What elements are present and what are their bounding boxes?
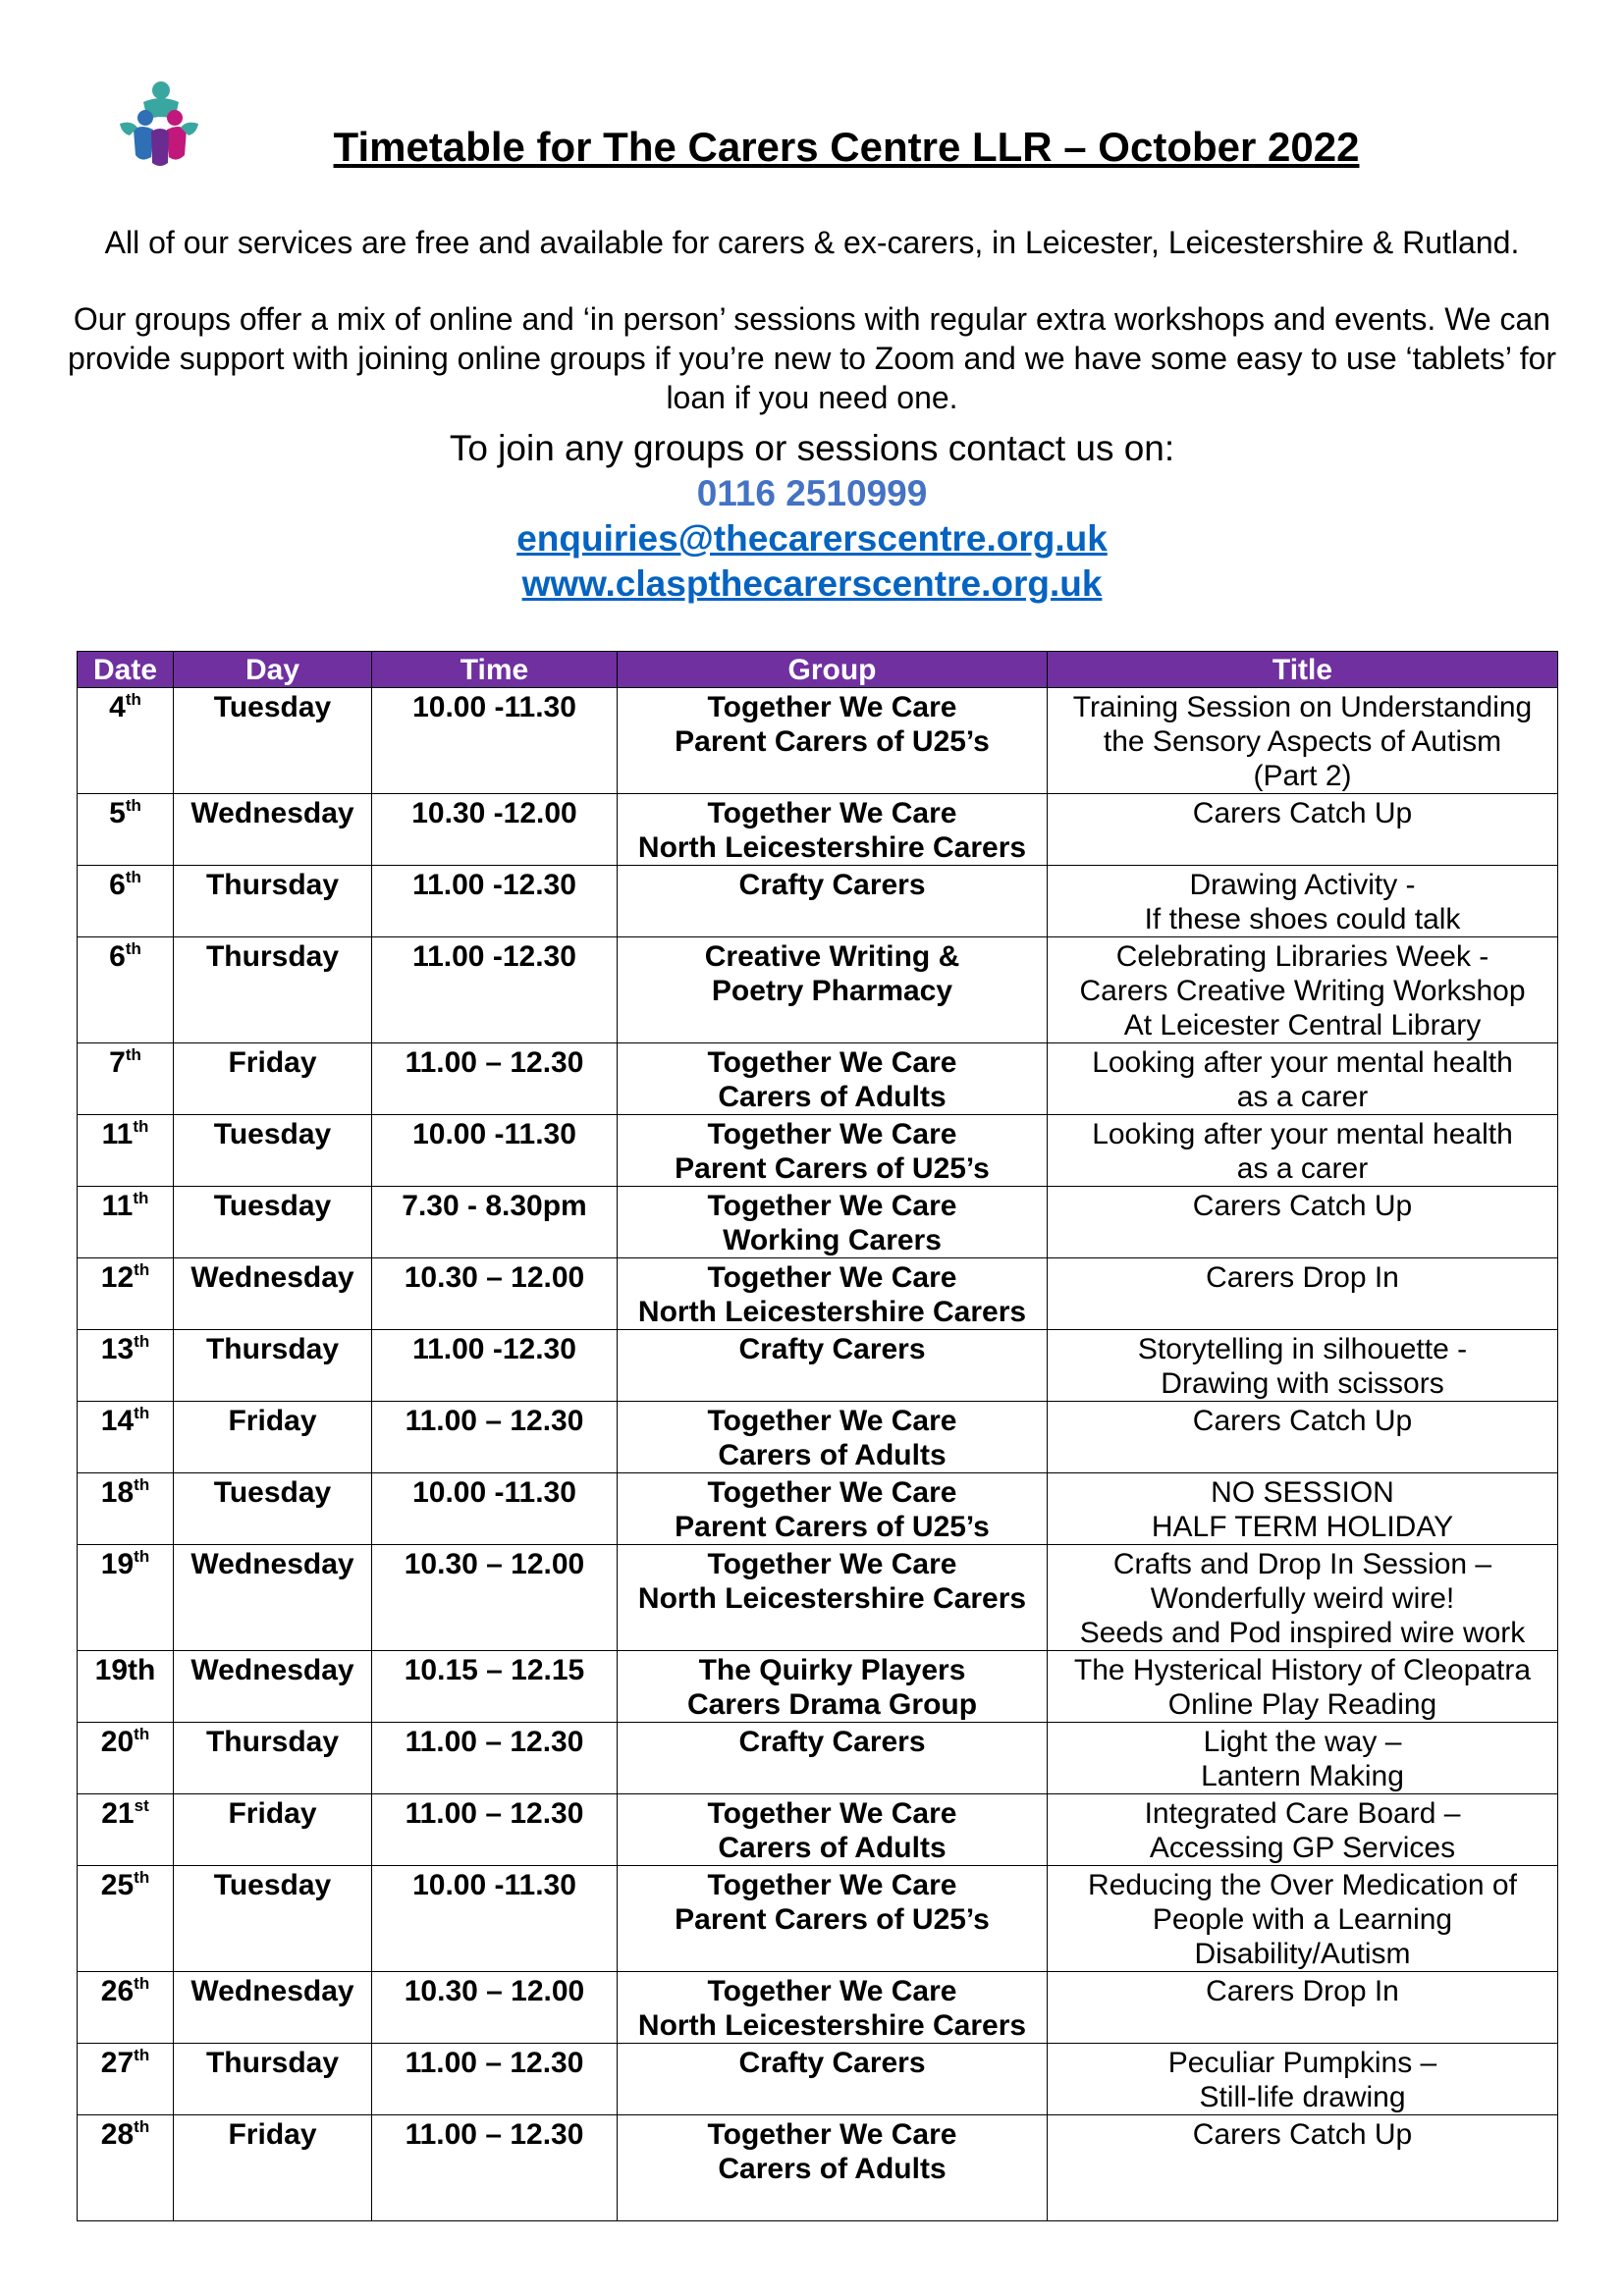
date-number: 19 <box>100 1548 135 1580</box>
date-number: 13 <box>100 1333 135 1365</box>
group-line: Poetry Pharmacy <box>711 975 953 1007</box>
table-row <box>78 1972 1558 2044</box>
cell-time: 10.30 -12.00 <box>372 794 618 866</box>
title-line: Integrated Care Board – <box>1144 1797 1461 1830</box>
date-number: 19th <box>94 1654 156 1686</box>
cell-group <box>618 2044 1048 2115</box>
cell-day: Thursday <box>174 937 372 1043</box>
header-time: Time <box>372 652 618 688</box>
table-row <box>78 866 1558 937</box>
cell-title <box>1048 688 1558 794</box>
table-row <box>78 1258 1558 1330</box>
date-number: 25 <box>100 1869 135 1901</box>
header-group: Group <box>618 652 1048 688</box>
cell-day: Tuesday <box>174 688 372 794</box>
table-row <box>78 2115 1558 2221</box>
date-suffix: th <box>134 1260 150 1279</box>
title-line: Drawing Activity - <box>1189 869 1416 901</box>
cell-time: 10.00 -11.30 <box>372 688 618 794</box>
cell-time: 11.00 – 12.30 <box>372 1043 618 1115</box>
title-line: Light the way – <box>1203 1726 1402 1758</box>
title-line: Reducing the Over Medication of <box>1088 1869 1517 1901</box>
header-day: Day <box>174 652 372 688</box>
title-line: Carers Catch Up <box>1192 1190 1413 1222</box>
group-line: Carers Drama Group <box>686 1688 978 1721</box>
cell-title <box>1048 1258 1558 1330</box>
table-row <box>78 937 1558 1043</box>
contact-email-link[interactable]: enquiries@thecarerscentre.org.uk <box>516 518 1108 559</box>
title-line: Carers Drop In <box>1206 1261 1399 1294</box>
cell-group <box>618 1330 1048 1402</box>
table-row <box>78 794 1558 866</box>
cell-date <box>78 1651 174 1723</box>
cell-group <box>618 1258 1048 1330</box>
cell-time: 10.30 – 12.00 <box>372 1972 618 2044</box>
cell-time: 10.00 -11.30 <box>372 1866 618 1972</box>
table-row <box>78 1043 1558 1115</box>
cell-time: 10.00 -11.30 <box>372 1115 618 1187</box>
cell-time: 11.00 -12.30 <box>372 866 618 937</box>
group-line: Parent Carers of U25’s <box>675 1511 990 1543</box>
group-line: Together We Care <box>707 1261 957 1294</box>
date-suffix: th <box>125 690 141 709</box>
cell-date <box>78 1330 174 1402</box>
date-suffix: th <box>125 1045 141 1064</box>
group-line: Together We Care <box>707 1118 957 1150</box>
cell-time: 11.00 – 12.30 <box>372 2044 618 2115</box>
date-number: 6 <box>109 869 126 901</box>
title-line: (Part 2) <box>1253 760 1352 792</box>
group-line: Together We Care <box>707 1190 957 1222</box>
cell-day: Thursday <box>174 866 372 937</box>
table-row <box>78 1794 1558 1866</box>
cell-time: 11.00 – 12.30 <box>372 1402 618 1473</box>
cell-group <box>618 1115 1048 1187</box>
table-row <box>78 1651 1558 1723</box>
header-date: Date <box>78 652 174 688</box>
cell-day: Tuesday <box>174 1187 372 1258</box>
cell-time: 10.00 -11.30 <box>372 1473 618 1545</box>
cell-group <box>618 1402 1048 1473</box>
title-line: Wonderfully weird wire! <box>1150 1582 1455 1615</box>
cell-group <box>618 1043 1048 1115</box>
cell-day: Friday <box>174 1794 372 1866</box>
contact-lead: To join any groups or sessions contact us on: <box>449 428 1175 468</box>
cell-group <box>618 1187 1048 1258</box>
cell-group <box>618 866 1048 937</box>
title-line: Disability/Autism <box>1194 1938 1411 1970</box>
title-line: At Leicester Central Library <box>1123 1009 1482 1041</box>
date-suffix: th <box>134 1332 150 1351</box>
title-line: Storytelling in silhouette - <box>1137 1333 1468 1365</box>
title-line: Peculiar Pumpkins – <box>1167 2047 1437 2079</box>
cell-group <box>618 1794 1048 1866</box>
cell-date <box>78 1794 174 1866</box>
cell-date <box>78 1473 174 1545</box>
date-number: 5 <box>109 797 126 829</box>
cell-day: Thursday <box>174 2044 372 2115</box>
cell-date <box>78 1187 174 1258</box>
cell-time: 11.00 -12.30 <box>372 937 618 1043</box>
cell-title <box>1048 1330 1558 1402</box>
date-suffix: th <box>134 1547 150 1566</box>
cell-day: Tuesday <box>174 1115 372 1187</box>
table-row <box>78 688 1558 794</box>
group-line: Crafty Carers <box>738 1333 926 1365</box>
group-line: Carers of Adults <box>718 1832 947 1864</box>
table-row <box>78 1545 1558 1651</box>
date-suffix: th <box>133 1117 149 1136</box>
contact-website-link[interactable]: www.claspthecarerscentre.org.uk <box>521 563 1103 604</box>
cell-title <box>1048 1972 1558 2044</box>
cell-title <box>1048 1651 1558 1723</box>
title-line: Training Session on Understanding <box>1072 691 1533 723</box>
group-line: North Leicestershire Carers <box>637 2009 1027 2042</box>
group-line: North Leicestershire Carers <box>637 1582 1027 1615</box>
date-number: 21 <box>101 1797 135 1830</box>
cell-day: Thursday <box>174 1723 372 1794</box>
title-line: Lantern Making <box>1201 1760 1404 1792</box>
group-line: The Quirky Players <box>698 1654 966 1686</box>
date-suffix: th <box>134 1974 150 1993</box>
date-suffix: th <box>125 868 141 886</box>
table-row <box>78 1330 1558 1402</box>
group-line: Parent Carers of U25’s <box>675 725 990 758</box>
cell-date <box>78 1545 174 1651</box>
group-line: Carers of Adults <box>718 1439 947 1471</box>
title-line: People with a Learning <box>1152 1903 1453 1936</box>
cell-title <box>1048 1402 1558 1473</box>
timetable-header <box>78 652 1558 688</box>
group-line: Together We Care <box>707 1869 957 1901</box>
date-number: 4 <box>109 691 126 723</box>
cell-title <box>1048 2115 1558 2221</box>
title-line: Carers Drop In <box>1206 1975 1399 2007</box>
cell-date <box>78 937 174 1043</box>
title-line: Carers Catch Up <box>1192 2118 1413 2151</box>
cell-title <box>1048 1866 1558 1972</box>
cell-group <box>618 794 1048 866</box>
table-row <box>78 1402 1558 1473</box>
cell-day: Friday <box>174 1402 372 1473</box>
date-suffix: th <box>134 1475 150 1494</box>
date-number: 26 <box>100 1975 135 2007</box>
cell-date <box>78 794 174 866</box>
date-number: 27 <box>100 2047 135 2079</box>
group-line: Crafty Carers <box>738 869 926 901</box>
date-suffix: th <box>125 796 141 815</box>
group-line: Parent Carers of U25’s <box>675 1152 990 1185</box>
group-line: Parent Carers of U25’s <box>675 1903 990 1936</box>
cell-title <box>1048 1115 1558 1187</box>
contact-block <box>0 426 1624 607</box>
cell-title <box>1048 794 1558 866</box>
cell-time: 10.30 – 12.00 <box>372 1545 618 1651</box>
cell-time: 11.00 -12.30 <box>372 1330 618 1402</box>
cell-group <box>618 1866 1048 1972</box>
date-suffix: th <box>134 1725 150 1743</box>
date-number: 20 <box>100 1726 135 1758</box>
title-line: The Hysterical History of Cleopatra <box>1073 1654 1532 1686</box>
group-line: Carers of Adults <box>718 1081 947 1113</box>
title-line: NO SESSION <box>1211 1476 1394 1509</box>
group-line: Together We Care <box>707 1975 957 2007</box>
cell-date <box>78 1115 174 1187</box>
cell-day: Tuesday <box>174 1866 372 1972</box>
cell-title <box>1048 1723 1558 1794</box>
contact-phone: 0116 2510999 <box>696 473 928 513</box>
date-number: 11 <box>101 1118 134 1150</box>
cell-group <box>618 1972 1048 2044</box>
cell-date <box>78 2044 174 2115</box>
title-line: Drawing with scissors <box>1161 1367 1444 1400</box>
cell-title <box>1048 1187 1558 1258</box>
cell-date <box>78 1866 174 1972</box>
cell-time: 10.15 – 12.15 <box>372 1651 618 1723</box>
title-line: Seeds and Pod inspired wire work <box>1079 1617 1526 1649</box>
page-title: Timetable for The Carers Centre LLR – October 2022 <box>333 124 1360 170</box>
cell-title <box>1048 1473 1558 1545</box>
title-line: Looking after your mental health <box>1092 1046 1513 1079</box>
table-row <box>78 2044 1558 2115</box>
group-line: Crafty Carers <box>738 2047 926 2079</box>
group-line: Together We Care <box>707 1476 957 1509</box>
timetable <box>77 651 1558 2221</box>
cell-time: 11.00 – 12.30 <box>372 2115 618 2221</box>
group-line: Crafty Carers <box>738 1726 926 1758</box>
cell-group <box>618 1545 1048 1651</box>
date-number: 7 <box>109 1046 126 1079</box>
cell-date <box>78 1258 174 1330</box>
title-line: Carers Catch Up <box>1192 1405 1413 1437</box>
title-line: HALF TERM HOLIDAY <box>1151 1511 1454 1543</box>
cell-group <box>618 937 1048 1043</box>
cell-group <box>618 1473 1048 1545</box>
date-number: 6 <box>109 940 126 973</box>
title-line: Carers Creative Writing Workshop <box>1079 975 1526 1007</box>
date-suffix: st <box>134 1796 149 1815</box>
date-number: 14 <box>100 1405 135 1437</box>
cell-title <box>1048 937 1558 1043</box>
title-line: Celebrating Libraries Week - <box>1115 940 1489 973</box>
group-line: Together We Care <box>707 691 957 723</box>
cell-time: 11.00 – 12.30 <box>372 1794 618 1866</box>
cell-group <box>618 688 1048 794</box>
cell-day: Friday <box>174 2115 372 2221</box>
title-line: as a carer <box>1236 1081 1369 1113</box>
cell-date <box>78 2115 174 2221</box>
table-row <box>78 1723 1558 1794</box>
group-line: Together We Care <box>707 1548 957 1580</box>
group-line: Creative Writing & <box>704 940 960 973</box>
date-suffix: th <box>134 1868 150 1887</box>
cell-title <box>1048 1545 1558 1651</box>
cell-date <box>78 1402 174 1473</box>
date-number: 11 <box>101 1190 134 1222</box>
table-row <box>78 1115 1558 1187</box>
table-row <box>78 1866 1558 1972</box>
cell-day: Wednesday <box>174 1258 372 1330</box>
group-line: Together We Care <box>707 1046 957 1079</box>
date-suffix: th <box>134 2046 150 2064</box>
cell-title <box>1048 2044 1558 2115</box>
cell-date <box>78 866 174 937</box>
cell-day: Tuesday <box>174 1473 372 1545</box>
cell-group <box>618 1651 1048 1723</box>
date-suffix: th <box>133 1189 149 1207</box>
cell-date <box>78 688 174 794</box>
cell-date <box>78 1723 174 1794</box>
title-line: the Sensory Aspects of Autism <box>1103 725 1502 758</box>
date-number: 12 <box>100 1261 135 1294</box>
group-line: Carers of Adults <box>718 2153 947 2185</box>
title-line: Accessing GP Services <box>1149 1832 1456 1864</box>
cell-time: 10.30 – 12.00 <box>372 1258 618 1330</box>
group-line: Together We Care <box>707 1405 957 1437</box>
group-line: North Leicestershire Carers <box>637 831 1027 864</box>
cell-date <box>78 1043 174 1115</box>
cell-time: 7.30 - 8.30pm <box>372 1187 618 1258</box>
title-line: Still-life drawing <box>1199 2081 1406 2113</box>
title-line: as a carer <box>1236 1152 1369 1185</box>
date-suffix: th <box>134 1404 150 1422</box>
group-line: Together We Care <box>707 797 957 829</box>
intro-groups: Our groups offer a mix of online and ‘in person’ sessions with regular extra workshops and events. We can provide support with joining online groups if you’re new to Zoom and we have some easy to use ‘tablets’ for loan if you need one. <box>67 301 1557 415</box>
cell-group <box>618 1723 1048 1794</box>
intro-services: All of our services are free and available for carers & ex-carers, in Leicester, Leicestershire & Rutland. <box>104 225 1520 260</box>
date-number: 28 <box>100 2118 135 2151</box>
cell-day: Wednesday <box>174 1651 372 1723</box>
cell-group <box>618 2115 1048 2221</box>
table-row <box>78 1473 1558 1545</box>
group-line: Together We Care <box>707 2118 957 2151</box>
cell-day: Friday <box>174 1043 372 1115</box>
title-line: Looking after your mental health <box>1092 1118 1513 1150</box>
cell-title <box>1048 1043 1558 1115</box>
title-line: If these shoes could talk <box>1144 903 1461 935</box>
date-number: 18 <box>100 1476 135 1509</box>
date-suffix: th <box>125 939 141 958</box>
table-row <box>78 1187 1558 1258</box>
header-title: Title <box>1048 652 1558 688</box>
cell-day: Wednesday <box>174 1545 372 1651</box>
title-line: Carers Catch Up <box>1192 797 1413 829</box>
cell-date <box>78 1972 174 2044</box>
cell-title <box>1048 866 1558 937</box>
cell-day: Wednesday <box>174 794 372 866</box>
group-line: North Leicestershire Carers <box>637 1296 1027 1328</box>
title-line: Crafts and Drop In Session – <box>1112 1548 1492 1580</box>
group-line: Together We Care <box>707 1797 957 1830</box>
cell-day: Thursday <box>174 1330 372 1402</box>
cell-title <box>1048 1794 1558 1866</box>
group-line: Working Carers <box>723 1224 942 1256</box>
title-line: Online Play Reading <box>1167 1688 1437 1721</box>
date-suffix: th <box>134 2117 150 2136</box>
cell-time: 11.00 – 12.30 <box>372 1723 618 1794</box>
cell-day: Wednesday <box>174 1972 372 2044</box>
